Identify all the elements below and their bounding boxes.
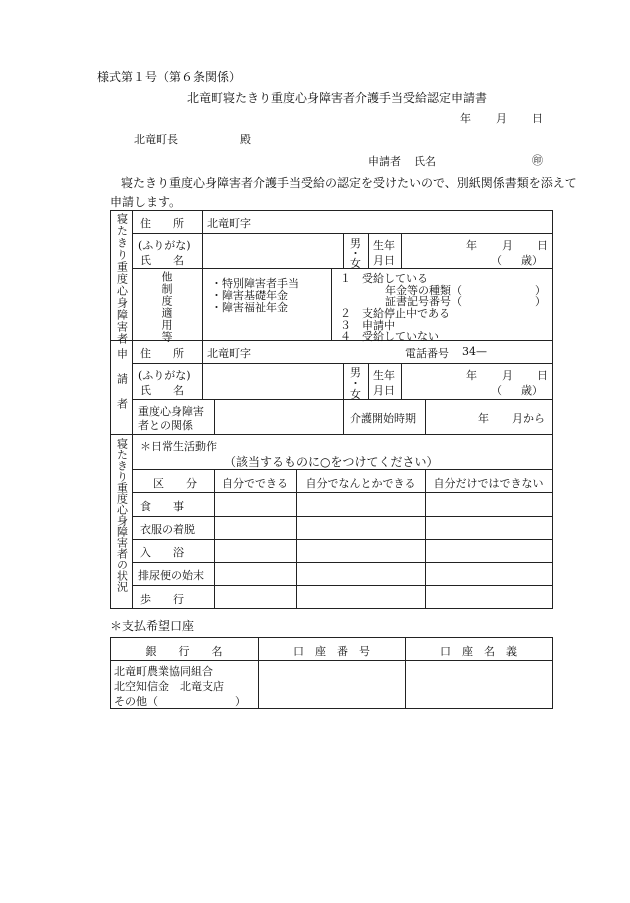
bank-heading: ＊支払希望口座 [110, 619, 195, 633]
seal-mark: ㊞ [532, 154, 543, 167]
patient-side-text: 寝たきり重度心身障害者 [115, 213, 129, 345]
patient-address-value[interactable]: 北竜町字 [207, 217, 251, 230]
applicant-birth-day: 日 [537, 369, 548, 382]
relation-label-2: 者との関係 [138, 419, 193, 432]
statement-cont: 申請します。 [110, 195, 182, 209]
daily-activity-heading: ＊日常生活動作 [140, 440, 217, 453]
pension-status-4[interactable]: ４ 受給していない [340, 330, 439, 343]
patient-birth-month: 月 [502, 239, 513, 252]
form-number: 様式第１号（第６条関係） [97, 70, 242, 84]
date-day: 日 [532, 112, 543, 125]
patient-sex-male[interactable]: 男 [350, 237, 361, 250]
status-header-cannot: 自分だけではできない [433, 477, 544, 490]
applicant-age-close: 歳） [521, 384, 543, 397]
applicant-address-value[interactable]: 北竜町字 [207, 347, 251, 360]
pension-status-1-type: 年金等の種類（ [385, 284, 462, 297]
pension-status-1-cert-close: ） [535, 295, 546, 308]
patient-birth-year: 年 [466, 239, 477, 252]
pension-type-3: ・障害福祉年金 [211, 301, 288, 314]
bank-header-name: 銀 行 名 [145, 645, 223, 658]
patient-sex-female[interactable]: 女 [350, 257, 361, 270]
patient-birth-day: 日 [537, 239, 548, 252]
pension-status-3[interactable]: ３ 申請中 [340, 319, 395, 332]
applicant-sex-female[interactable]: 女 [350, 388, 361, 401]
applicant-age-open: （ [491, 384, 502, 397]
status-row-bathing: 入 浴 [140, 546, 184, 559]
date-month: 月 [496, 112, 507, 125]
bank-option-shinkin[interactable]: 北空知信金 北竜支店 [114, 680, 224, 693]
care-start-year: 年 [478, 412, 489, 425]
applicant-sex-male[interactable]: 男 [350, 366, 361, 379]
applicant-furigana-label: (ふりがな) [138, 369, 191, 382]
pension-status-1[interactable]: １ 受給している [340, 272, 428, 285]
patient-birth-label1: 生年 [373, 239, 395, 252]
honorific: 殿 [240, 133, 251, 146]
applicant-address-label: 住 所 [140, 347, 184, 360]
care-start-label: 介護開始時期 [350, 412, 416, 425]
patient-sex-dot: ・ [350, 247, 361, 260]
applicant-birth-year: 年 [466, 369, 477, 382]
status-row-toilet: 排尿便の始末 [138, 569, 204, 582]
pension-status-1-cert: 証書記号番号（ [385, 295, 462, 308]
applicant-birth-label2: 月日 [373, 384, 395, 397]
bank-option-other[interactable]: その他（ ） [114, 695, 246, 708]
applicant-side-text: 申請者 [115, 348, 129, 423]
status-header-category: 区 分 [153, 477, 197, 490]
page-title: 北竜町寝たきり重度心身障害者介護手当受給認定申請書 [187, 91, 488, 105]
status-row-walking: 歩 行 [140, 593, 184, 606]
daily-activity-instruction: （該当するものに○をつけてください） [224, 455, 439, 469]
bank-header-account-number: 口 座 番 号 [293, 645, 370, 658]
care-start-month: 月から [512, 412, 545, 425]
bank-option-ja[interactable]: 北竜町農業協同組合 [114, 665, 213, 678]
patient-side-label [113, 213, 130, 345]
status-header-can: 自分でできる [222, 477, 288, 490]
patient-age-close: 歳） [521, 254, 543, 267]
other-pension-label [158, 271, 174, 343]
relation-label-1: 重度心身障害 [138, 405, 204, 418]
pension-status-1-type-close: ） [535, 284, 546, 297]
status-row-dressing: 衣服の着脱 [140, 523, 195, 536]
pension-status-2[interactable]: ２ 支給停止中である [340, 307, 450, 320]
pension-type-2: ・障害基礎年金 [211, 289, 288, 302]
applicant-birth-label1: 生年 [373, 369, 395, 382]
applicant-side-label [113, 348, 130, 423]
patient-address-label: 住 所 [140, 217, 184, 230]
status-row-meal: 食 事 [140, 500, 184, 513]
patient-birth-label2: 月日 [373, 254, 395, 267]
patient-furigana-label: (ふりがな) [138, 239, 191, 252]
patient-name-label: 氏 名 [140, 254, 184, 267]
other-pension-text: 他制度適用等 [160, 271, 173, 343]
status-header-somewhat: 自分でなんとかできる [305, 477, 416, 490]
patient-age-open: （ [491, 254, 502, 267]
applicant-label: 申請者 [368, 155, 401, 168]
bank-header-account-holder: 口 座 名 義 [440, 645, 517, 658]
applicant-birth-month: 月 [502, 369, 513, 382]
status-side-text: 寝たきり重度心身障害者の状況 [115, 438, 129, 592]
applicant-sex-dot: ・ [350, 377, 361, 390]
addressee: 北竜町長 [134, 133, 178, 146]
applicant-phone-value[interactable]: 34— [462, 345, 487, 358]
applicant-phone-label: 電話番号 [405, 347, 449, 360]
statement: 寝たきり重度心身障害者介護手当受給の認定を受けたいので、別紙関係書類を添えて [121, 176, 577, 190]
date-year: 年 [460, 112, 471, 125]
applicant-name-label: 氏 名 [140, 384, 184, 397]
status-side-label [113, 438, 130, 592]
applicant-name-label: 氏名 [414, 155, 436, 168]
pension-type-1: ・特別障害者手当 [211, 277, 299, 290]
